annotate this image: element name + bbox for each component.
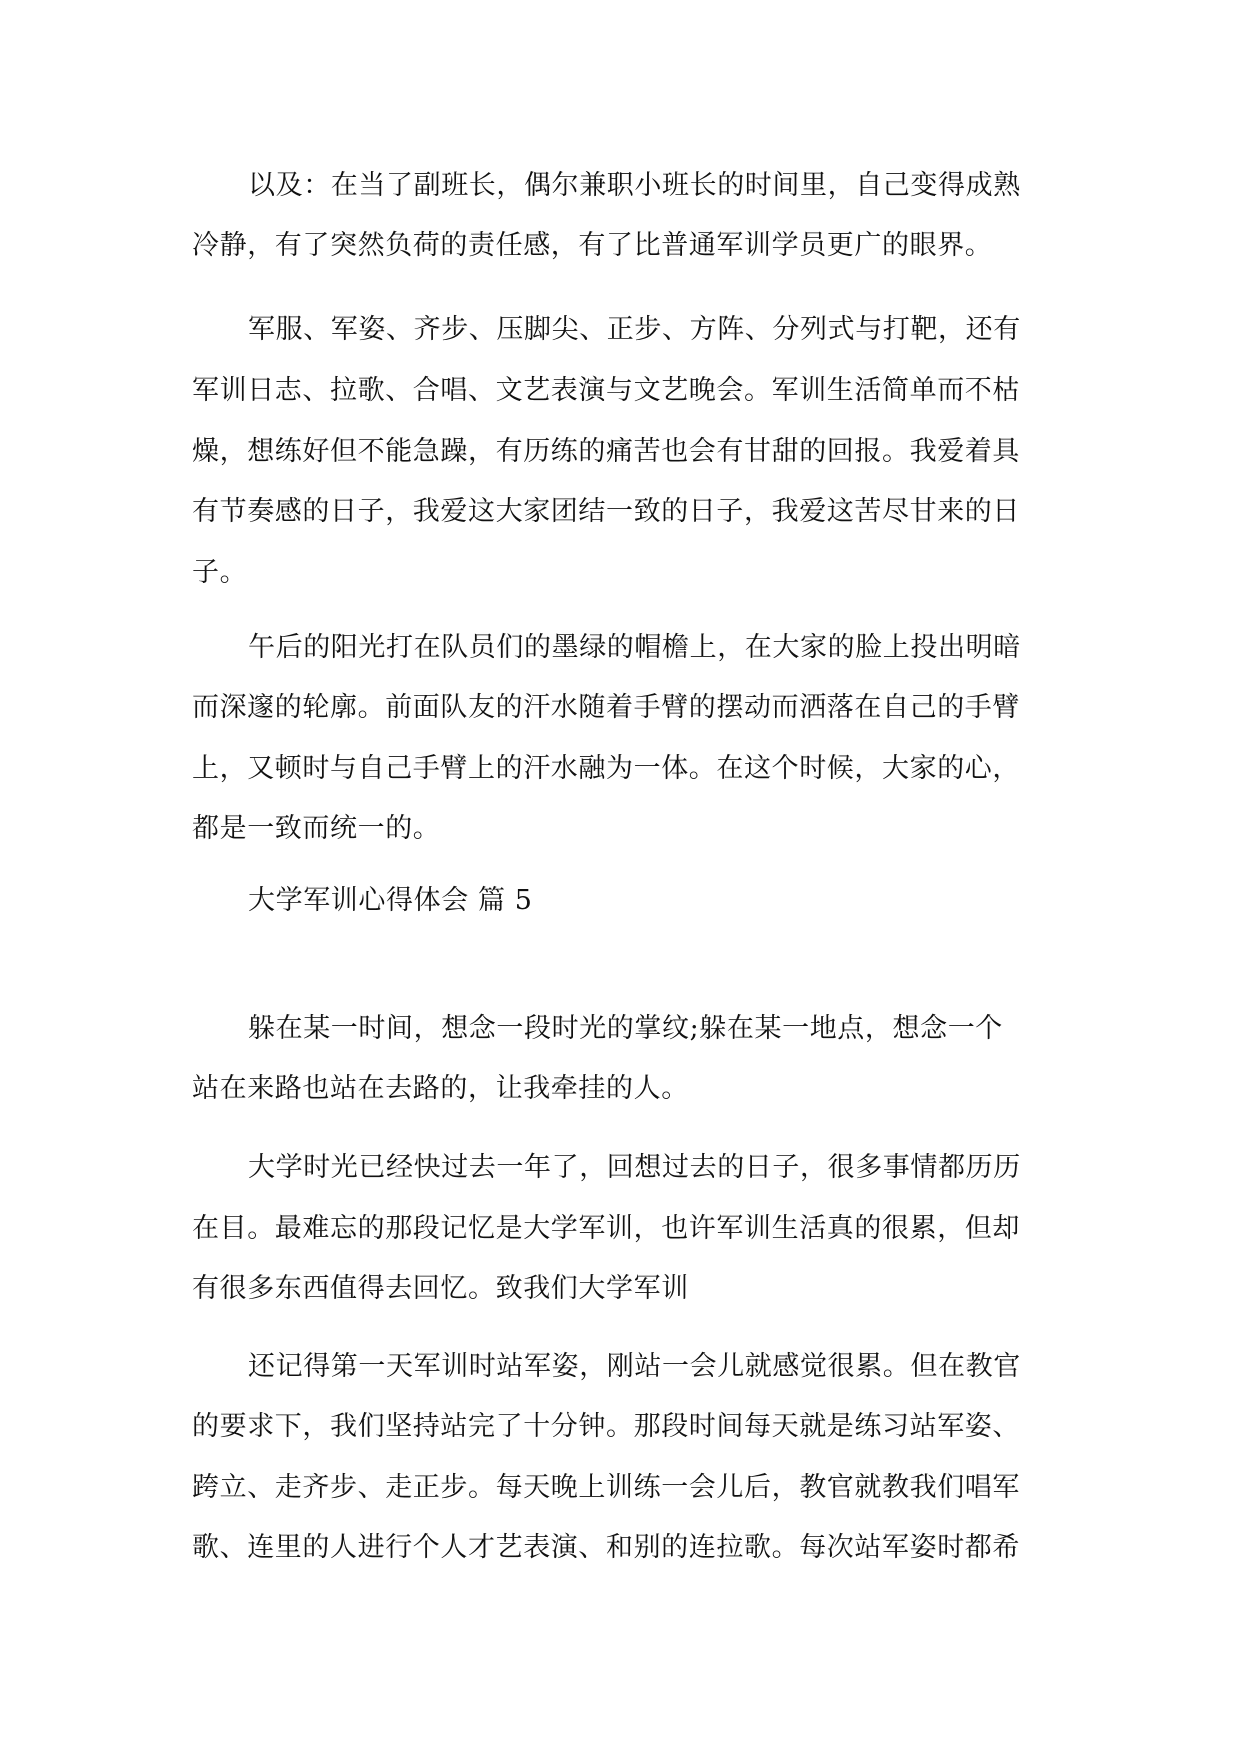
section-heading: 大学军训心得体会 篇 5 [248, 885, 533, 916]
paragraph-line: 还记得第一天军训时站军姿，刚站一会儿就感觉很累。但在教官 [248, 1351, 1021, 1382]
paragraph-line: 军服、军姿、齐步、压脚尖、正步、方阵、分列式与打靶，还有 [248, 314, 1021, 345]
paragraph-line: 躲在某一时间，想念一段时光的掌纹;躲在某一地点，想念一个 [248, 1013, 1003, 1044]
paragraph-line: 有很多东西值得去回忆。致我们大学军训 [192, 1273, 689, 1304]
paragraph-line: 燥，想练好但不能急躁，有历练的痛苦也会有甘甜的回报。我爱着具 [192, 436, 1020, 467]
paragraph-line: 大学时光已经快过去一年了，回想过去的日子，很多事情都历历 [248, 1152, 1021, 1183]
paragraph-line: 午后的阳光打在队员们的墨绿的帽檐上，在大家的脸上投出明暗 [248, 632, 1021, 663]
paragraph-line: 子。 [192, 557, 248, 588]
paragraph-line: 歌、连里的人进行个人才艺表演、和别的连拉歌。每次站军姿时都希 [192, 1532, 1020, 1563]
paragraph-line: 上，又顿时与自己手臂上的汗水融为一体。在这个时候，大家的心， [192, 753, 1020, 784]
paragraph-line: 在目。最难忘的那段记忆是大学军训，也许军训生活真的很累，但却 [192, 1213, 1020, 1244]
paragraph-line: 都是一致而统一的。 [192, 813, 441, 844]
paragraph-line: 的要求下，我们坚持站完了十分钟。那段时间每天就是练习站军姿、 [192, 1411, 1020, 1442]
paragraph-line: 跨立、走齐步、走正步。每天晚上训练一会儿后，教官就教我们唱军 [192, 1472, 1020, 1503]
paragraph-line: 军训日志、拉歌、合唱、文艺表演与文艺晚会。军训生活简单而不枯 [192, 375, 1020, 406]
paragraph-line: 有节奏感的日子，我爱这大家团结一致的日子，我爱这苦尽甘来的日 [192, 496, 1020, 527]
paragraph-line: 而深邃的轮廓。前面队友的汗水随着手臂的摆动而洒落在自己的手臂 [192, 692, 1020, 723]
paragraph-line: 以及：在当了副班长，偶尔兼职小班长的时间里，自己变得成熟 [248, 170, 1021, 201]
paragraph-line: 站在来路也站在去路的，让我牵挂的人。 [192, 1073, 689, 1104]
paragraph-line: 冷静，有了突然负荷的责任感，有了比普通军训学员更广的眼界。 [192, 230, 993, 261]
